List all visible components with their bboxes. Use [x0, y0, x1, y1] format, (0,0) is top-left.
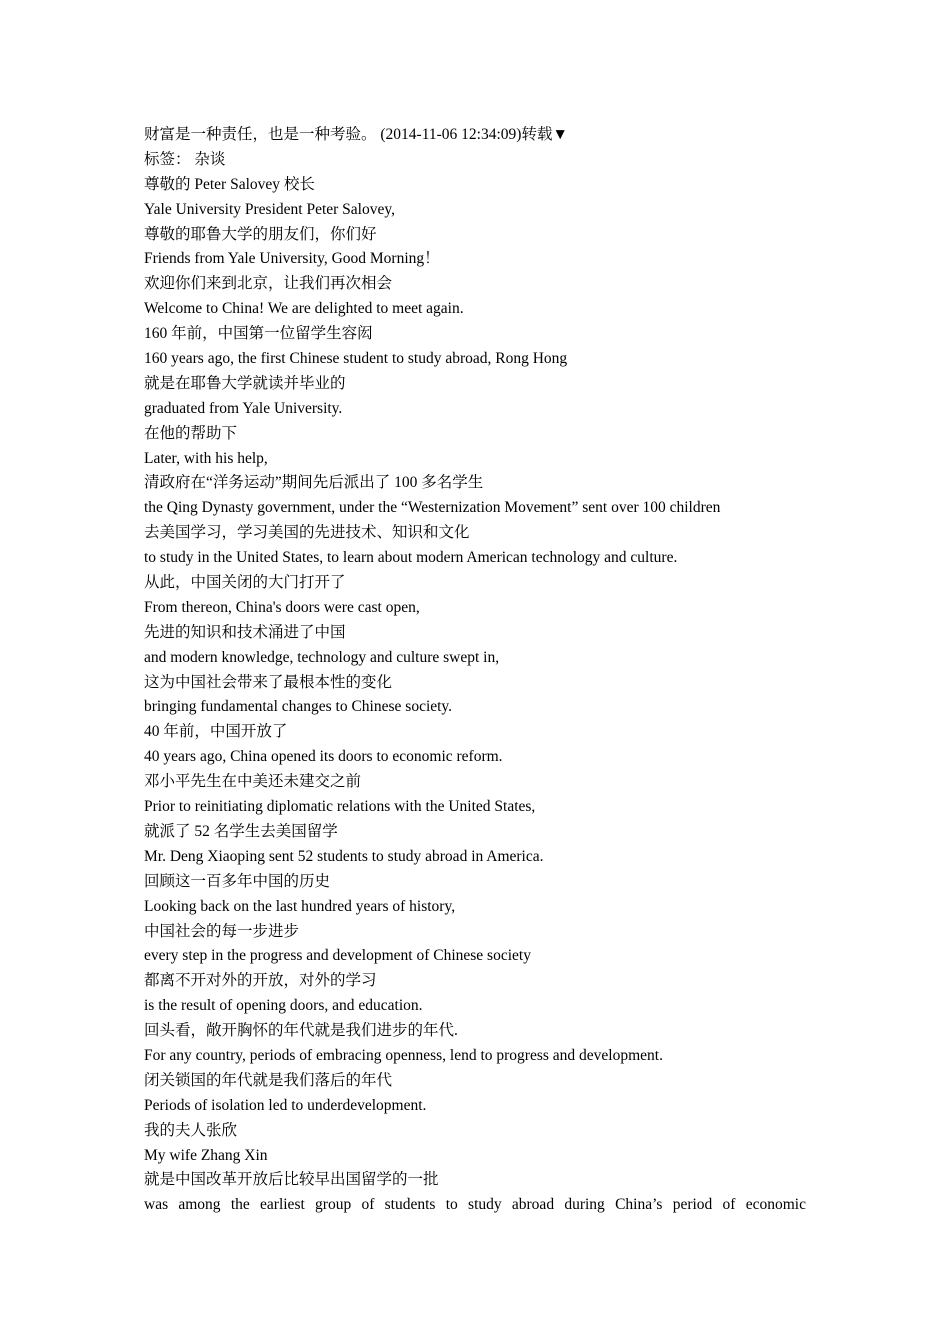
speech-line: 40 years ago, China opened its doors to economic reform.: [144, 748, 503, 766]
speech-line: was among the earliest group of students to study abroad during China’s period of economic: [144, 1196, 806, 1214]
speech-line: 中国社会的每一步进步: [144, 922, 300, 940]
speech-line: 先进的知识和技术涌进了中国: [144, 623, 346, 641]
speech-line: 尊敬的耶鲁大学的朋友们，你们好: [144, 225, 377, 243]
speech-line: Looking back on the last hundred years of history,: [144, 897, 456, 915]
speech-line: Friends from Yale University, Good Morning！: [144, 250, 440, 268]
speech-line: 160 years ago, the first Chinese student to study abroad, Rong Hong: [144, 350, 568, 368]
speech-line: 在他的帮助下: [144, 424, 238, 442]
tags-label: 标签：: [144, 150, 191, 168]
speech-line: Mr. Deng Xiaoping sent 52 students to study abroad in America.: [144, 847, 544, 865]
speech-line: Prior to reinitiating diplomatic relations with the United States,: [144, 798, 536, 816]
speech-line: Yale University President Peter Salovey,: [144, 200, 395, 218]
speech-line: the Qing Dynasty government, under the “Westernization Movement” sent over 100 children: [144, 499, 721, 517]
post-title: 财富是一种责任，也是一种考验。: [144, 126, 377, 143]
speech-line: 就派了 52 名学生去美国留学: [144, 822, 338, 840]
speech-line: 就是在耶鲁大学就读并毕业的: [144, 374, 346, 392]
speech-line: bringing fundamental changes to Chinese society.: [144, 698, 453, 716]
article-body: [144, 123, 806, 1218]
speech-line: Later, with his help,: [144, 449, 268, 467]
speech-line: graduated from Yale University.: [144, 399, 343, 417]
speech-line: From thereon, China's doors were cast open,: [144, 598, 420, 616]
speech-line: 欢迎你们来到北京，让我们再次相会: [144, 275, 393, 293]
speech-line: to study in the United States, to learn about modern American technology and culture.: [144, 549, 678, 567]
tag-link[interactable]: 杂谈: [194, 150, 226, 168]
speech-line: 尊敬的 Peter Salovey 校长: [144, 175, 315, 193]
speech-line: and modern knowledge, technology and culture swept in,: [144, 648, 500, 666]
speech-line: 闭关锁国的年代就是我们落后的年代: [144, 1071, 393, 1089]
post-tags: [144, 148, 806, 173]
speech-line: 回头看，敞开胸怀的年代就是我们进步的年代.: [144, 1022, 458, 1040]
speech-line: 回顾这一百多年中国的历史: [144, 872, 331, 890]
speech-line: Welcome to China! We are delighted to meet again.: [144, 300, 464, 318]
speech-line: Periods of isolation led to underdevelopment.: [144, 1096, 427, 1114]
repost-link[interactable]: 转载▼: [521, 126, 568, 143]
speech-line: 从此，中国关闭的大门打开了: [144, 574, 346, 592]
speech-line: 160 年前，中国第一位留学生容闳: [144, 325, 373, 343]
post-header: [144, 123, 806, 148]
speech-line: 都离不开对外的开放，对外的学习: [144, 972, 377, 990]
speech-line: 40 年前，中国开放了: [144, 723, 288, 741]
speech-line: For any country, periods of embracing openness, lend to progress and development.: [144, 1046, 663, 1064]
post-timestamp: (2014-11-06 12:34:09): [380, 126, 522, 143]
speech-line: is the result of opening doors, and education.: [144, 997, 423, 1015]
speech-line: 这为中国社会带来了最根本性的变化: [144, 673, 393, 691]
speech-line: 去美国学习，学习美国的先进技术、知识和文化: [144, 524, 470, 542]
speech-line: 就是中国改革开放后比较早出国留学的一批: [144, 1171, 439, 1189]
speech-line: 清政府在“洋务运动”期间先后派出了 100 多名学生: [144, 474, 484, 492]
speech-line: every step in the progress and development of Chinese society: [144, 947, 531, 965]
speech-line: 邓小平先生在中美还未建交之前: [144, 773, 362, 791]
speech-line: My wife Zhang Xin: [144, 1146, 268, 1164]
speech-line: 我的夫人张欣: [144, 1121, 238, 1139]
